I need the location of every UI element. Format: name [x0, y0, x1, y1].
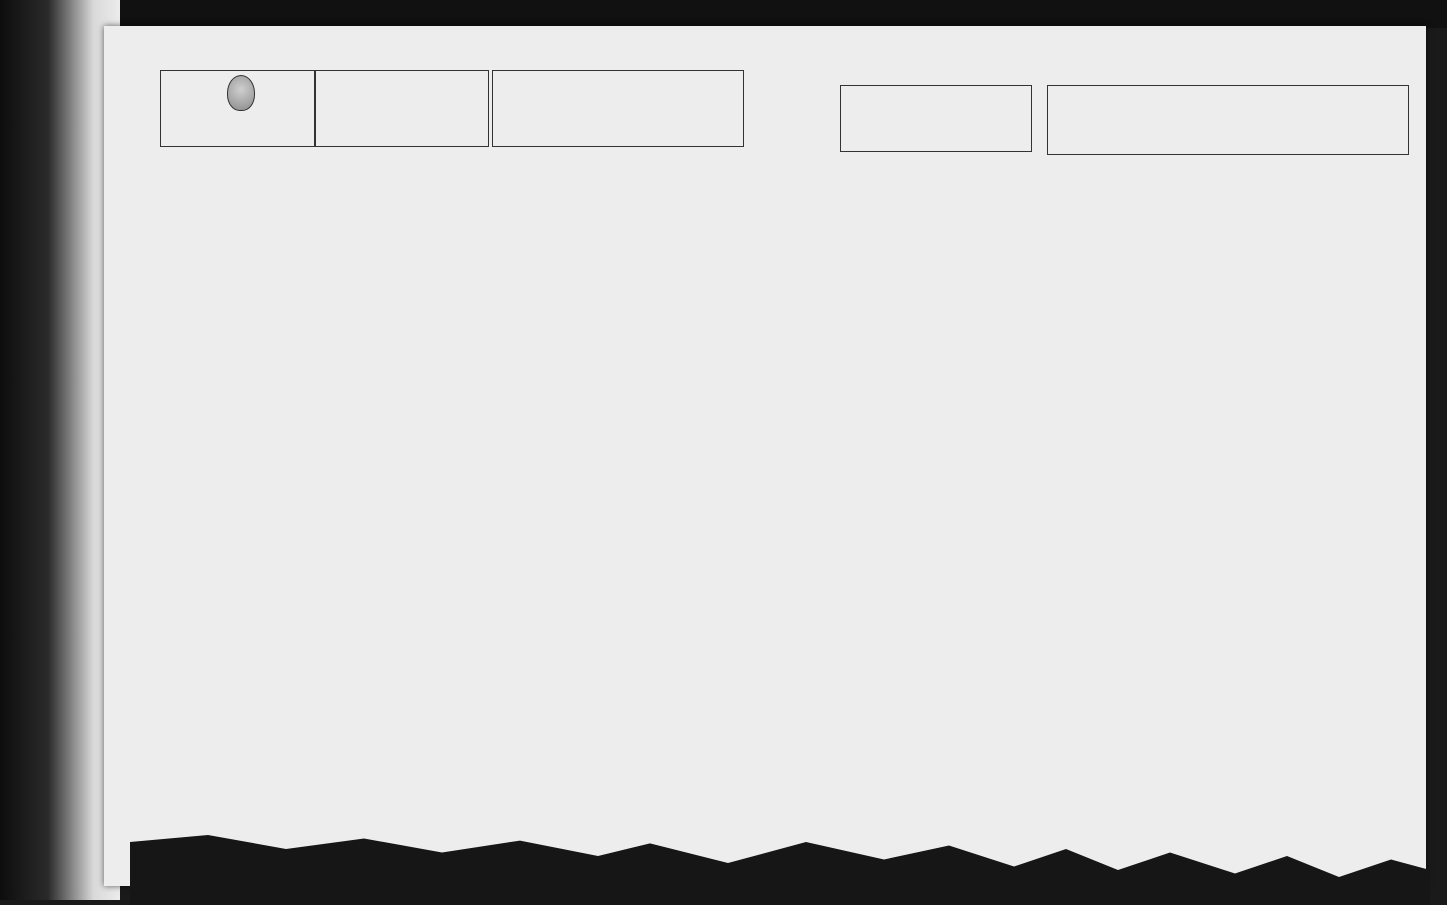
scan-left-margin	[0, 0, 120, 900]
voyage-box	[492, 70, 744, 147]
notes-box	[1047, 85, 1409, 155]
coat-of-arms-icon	[227, 75, 255, 111]
manifest-page	[104, 26, 1426, 886]
captain-box	[840, 85, 1032, 152]
scan-top-edge	[0, 0, 1447, 28]
ship-box	[315, 70, 489, 147]
argentina-box	[160, 70, 315, 147]
